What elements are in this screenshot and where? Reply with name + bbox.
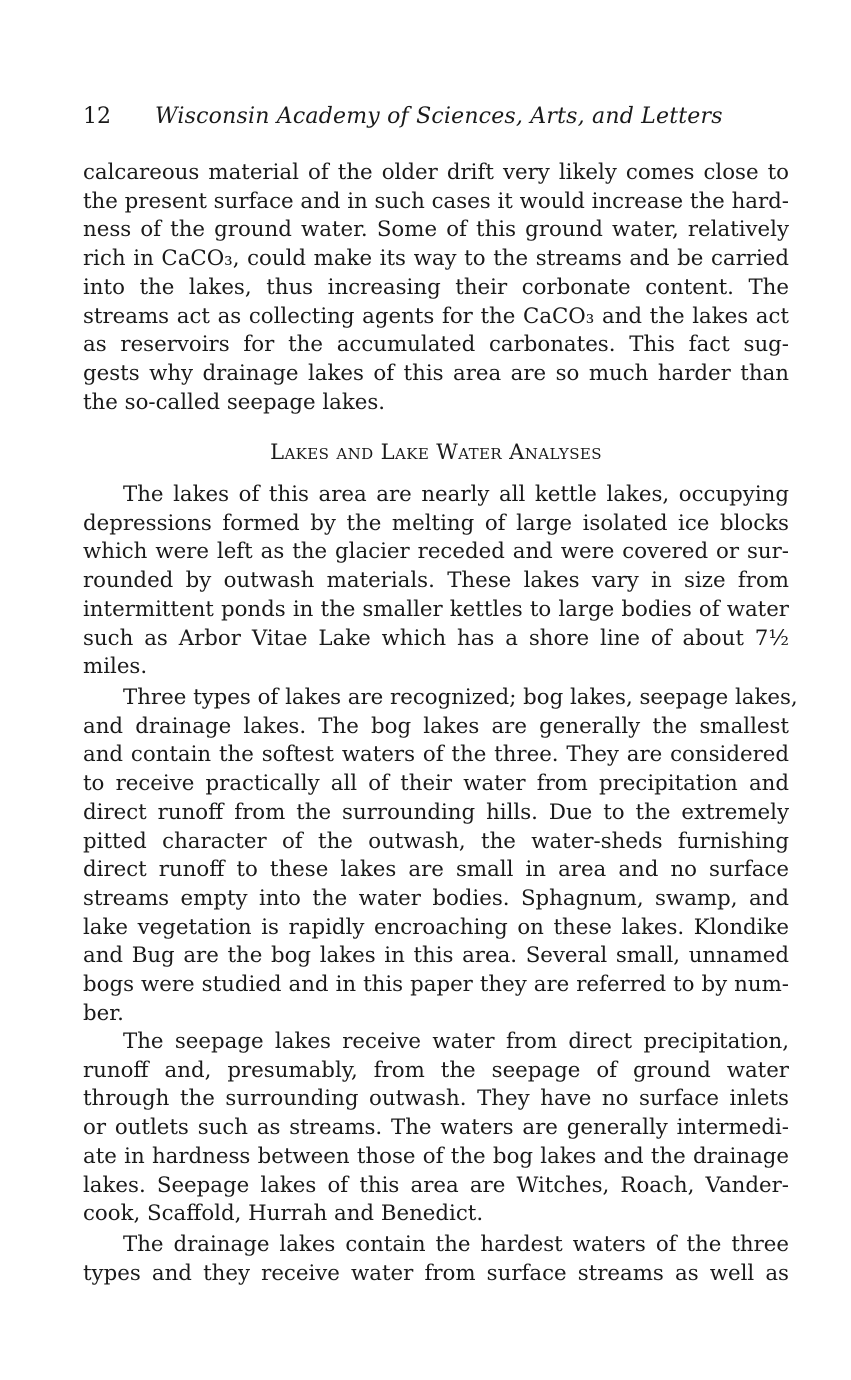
text-line: direct runoff from the surrounding hills. Due to the extremely (83, 799, 789, 825)
page-number: 12 (83, 104, 111, 129)
text-line: intermittent ponds in the smaller kettles to large bodies of water (83, 596, 789, 622)
text-line: bogs were studied and in this paper they are referred to by num- (83, 972, 789, 998)
text-line: The drainage lakes contain the hardest waters of the three (123, 1232, 789, 1257)
text-line: which were left as the glacier receded and were covered or sur- (83, 539, 789, 565)
text-line: to receive practically all of their water from precipitation and (83, 771, 789, 797)
text-line: the present surface and in such cases it would increase the hard- (83, 188, 789, 214)
section-heading: Lakes and Lake Water Analyses (270, 440, 602, 464)
paragraph-3 (83, 684, 798, 1028)
text-line: or outlets such as streams. The waters are generally intermedi- (83, 1115, 789, 1141)
text-line: cook, Scaffold, Hurrah and Benedict. (83, 1201, 484, 1227)
text-line: lake vegetation is rapidly encroaching on these lakes. Klondike (83, 914, 789, 940)
text-line: rich in CaCO₃, could make its way to the streams and be carried (83, 246, 789, 272)
paragraph-4 (83, 1028, 789, 1229)
paragraph-1 (83, 159, 789, 417)
text-line: miles. (83, 654, 148, 680)
text-line: the so-called seepage lakes. (83, 389, 386, 415)
text-line: and Bug are the bog lakes in this area. Several small, unnamed (83, 943, 789, 969)
text-line: rounded by outwash materials. These lakes vary in size from (83, 568, 789, 594)
text-line: ate in hardness between those of the bog lakes and the drainage (83, 1143, 789, 1169)
text-line: into the lakes, thus increasing their corbonate content. The (83, 274, 789, 300)
text-line: streams empty into the water bodies. Sphagnum, swamp, and (83, 885, 789, 911)
text-line: Three types of lakes are recognized; bog lakes, seepage lakes, (123, 685, 798, 710)
text-line: depressions formed by the melting of large isolated ice blocks (83, 510, 789, 536)
text-line: The lakes of this area are nearly all kettle lakes, occupying (123, 482, 789, 507)
text-line: through the surrounding outwash. They have no surface inlets (83, 1086, 789, 1112)
text-line: runoff and, presumably, from the seepage of ground water (83, 1057, 789, 1083)
page-header (83, 100, 783, 134)
text-line: ness of the ground water. Some of this ground water, relatively (83, 217, 789, 243)
text-line: types and they receive water from surface streams as well as (83, 1260, 789, 1286)
text-line: lakes. Seepage lakes of this area are Witches, Roach, Vander- (83, 1172, 789, 1198)
paragraph-2 (83, 481, 789, 682)
text-line: and drainage lakes. The bog lakes are generally the smallest (83, 713, 789, 739)
text-line: ber. (83, 1000, 124, 1026)
running-head: Wisconsin Academy of Sciences, Arts, and Letters (155, 104, 723, 129)
text-line: and contain the softest waters of the three. They are considered (83, 742, 789, 768)
text-line: The seepage lakes receive water from direct precipitation, (123, 1029, 789, 1054)
text-line: as reservoirs for the accumulated carbonates. This fact sug- (83, 332, 789, 358)
text-line: such as Arbor Vitae Lake which has a shore line of about 7½ (83, 625, 789, 651)
paragraph-5 (83, 1231, 789, 1288)
text-line: streams act as collecting agents for the CaCO₃ and the lakes act (83, 303, 789, 329)
text-line: gests why drainage lakes of this area are so much harder than (83, 360, 789, 386)
text-line: pitted character of the outwash, the water-sheds furnishing (83, 828, 789, 854)
text-line: calcareous material of the older drift very likely comes close to (83, 160, 789, 185)
text-line: direct runoff to these lakes are small in area and no surface (83, 857, 789, 883)
